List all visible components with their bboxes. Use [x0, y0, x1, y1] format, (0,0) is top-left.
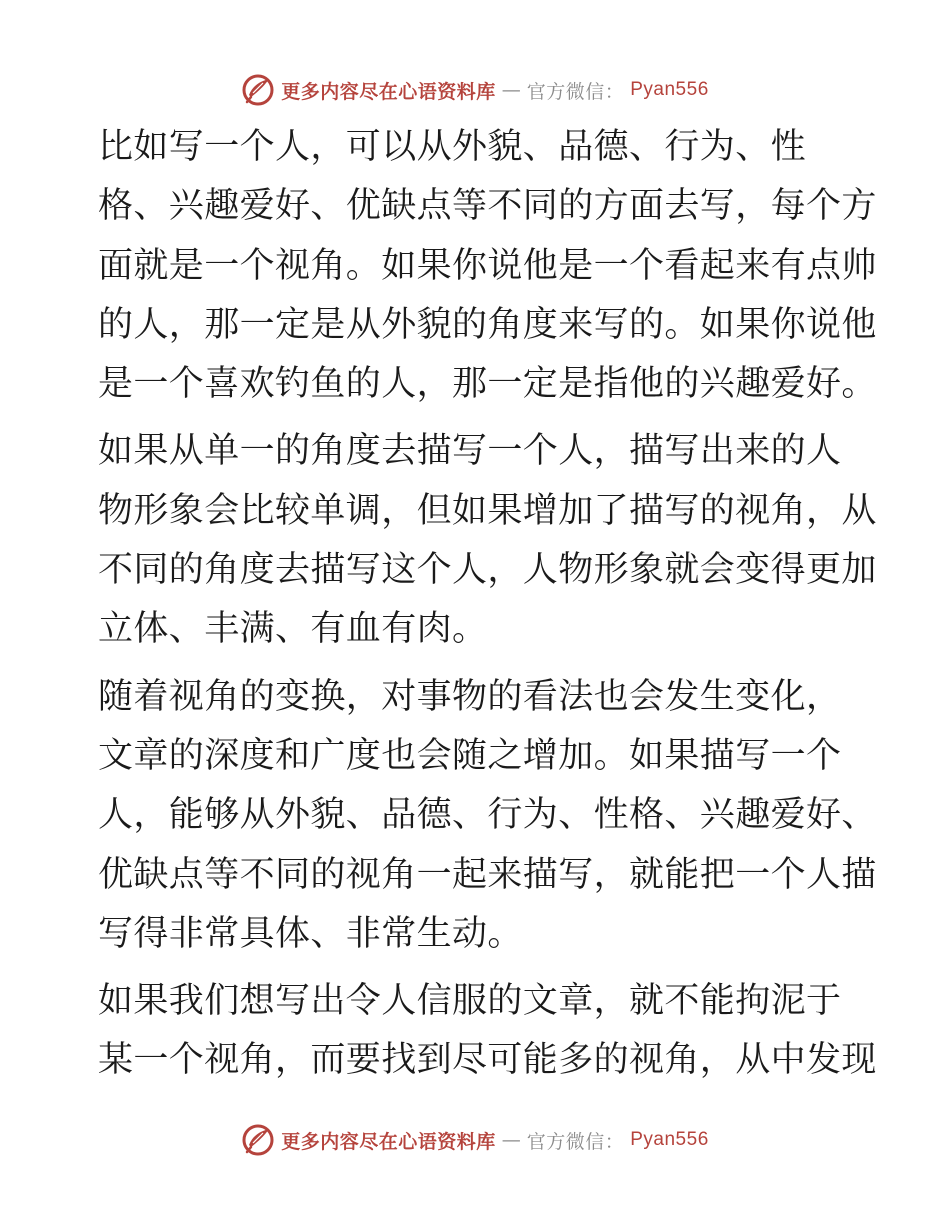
header-banner [241, 73, 709, 107]
footer-separator: — [501, 1129, 521, 1151]
header-banner-text: 更多内容尽在心语资料库 [281, 80, 496, 103]
quill-logo-icon [241, 1123, 275, 1157]
text-line: 面就是一个视角。如果你说他是一个看起来有点帅 [98, 245, 877, 286]
text-line: 如果从单一的角度去描写一个人，描写出来的人 [98, 431, 842, 472]
text-line: 立体、丰满、有血有肉。 [98, 609, 488, 650]
footer-banner-text: 更多内容尽在心语资料库 [281, 1130, 496, 1153]
page-footer [0, 1120, 950, 1160]
header-wechat-id: Pyan556 [630, 79, 709, 100]
document-body [98, 118, 877, 1099]
text-line: 随着视角的变换，对事物的看法也会发生变化， [98, 676, 842, 717]
text-line: 比如写一个人，可以从外貌、品德、行为、性 [98, 127, 807, 167]
text-line: 物形象会比较单调，但如果增加了描写的视角，从 [98, 490, 877, 531]
footer-wechat-label: 官方微信： [526, 1130, 625, 1153]
text-line: 的人，那一定是从外貌的角度来写的。如果你说他 [98, 304, 877, 345]
footer-wechat-id: Pyan556 [630, 1129, 709, 1150]
text-line: 不同的角度去描写这个人，人物形象就会变得更加 [98, 550, 877, 591]
text-line: 如果我们想写出令人信服的文章，就不能拘泥于 [98, 981, 842, 1022]
paragraph-4 [98, 972, 877, 1091]
text-line: 文章的深度和广度也会随之增加。如果描写一个 [98, 735, 842, 776]
text-line: 优缺点等不同的视角一起来描写，就能把一个人描 [98, 854, 877, 895]
paragraph-1 [98, 118, 877, 414]
quill-logo-icon [241, 73, 275, 107]
text-line: 人，能够从外貌、品德、行为、性格、兴趣爱好、 [98, 795, 877, 836]
paragraph-2 [98, 422, 877, 659]
text-line: 写得非常具体、非常生动。 [98, 913, 523, 954]
text-line: 某一个视角，而要找到尽可能多的视角，从中发现 [98, 1040, 877, 1081]
header-separator: — [501, 79, 521, 101]
text-line: 是一个喜欢钓鱼的人，那一定是指他的兴趣爱好。 [98, 364, 877, 405]
footer-banner [241, 1123, 709, 1157]
page-header [0, 70, 950, 110]
text-line: 格、兴趣爱好、优缺点等不同的方面去写，每个方 [98, 186, 877, 227]
paragraph-3 [98, 668, 877, 964]
header-wechat-label: 官方微信： [526, 80, 625, 103]
